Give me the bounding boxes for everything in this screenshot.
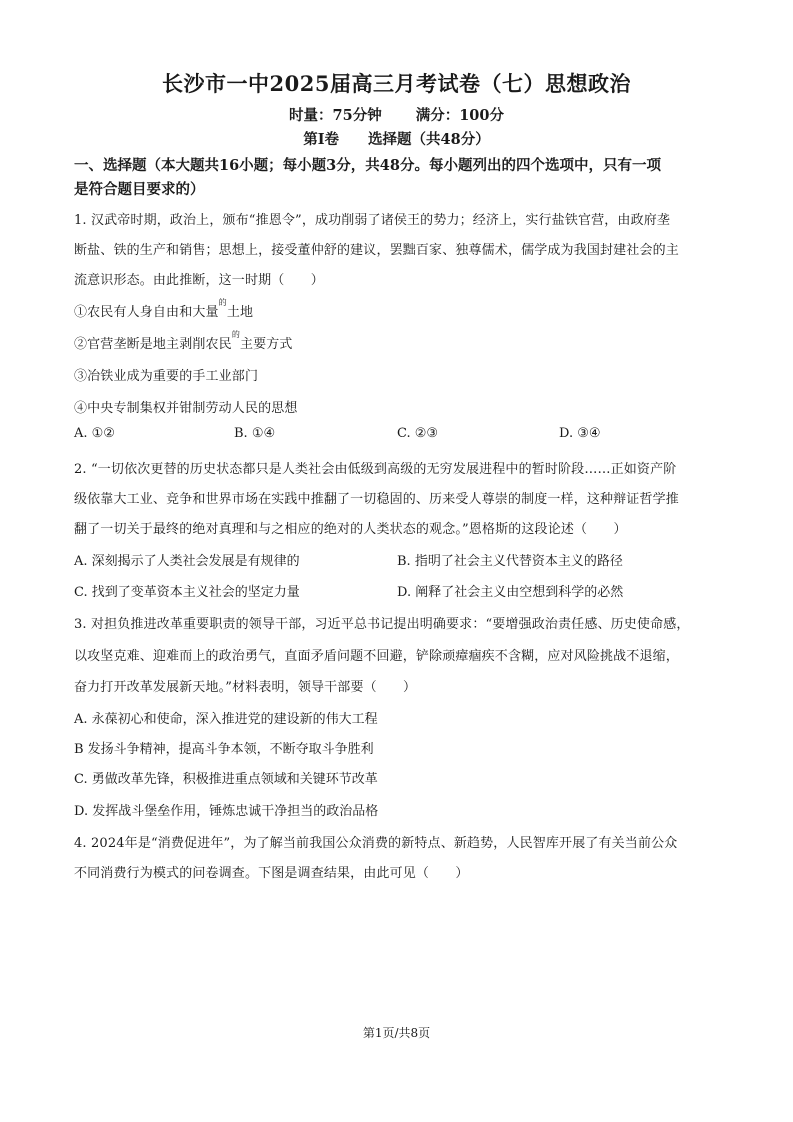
section-instructions-line2: 是符合题目要求的） xyxy=(74,181,205,198)
q3-option-d[interactable]: D. 发挥战斗堡垒作用，锤炼忠诚干净担当的政治品格 xyxy=(74,804,379,819)
q2-stem-line: 翻了一切关于最终的绝对真理和与之相应的绝对的人类状态的观念。”恩格斯的这段论述（ ） xyxy=(74,522,627,537)
q1-option-c[interactable]: C. ②③ xyxy=(397,426,439,441)
q3-option-c[interactable]: C. 勇做改革先锋，积极推进重点领域和关键环节改革 xyxy=(74,772,378,787)
page-title: 长沙市一中2025届高三月考试卷（七）思想政治 xyxy=(162,71,631,96)
q2-option-c[interactable]: C. 找到了变革资本主义社会的坚定力量 xyxy=(74,585,300,600)
q2-stem-line: 2. “一切依次更替的历史状态都只是人类社会由低级到高级的无穷发展进程中的暂时阶段……正如资产阶 xyxy=(74,462,677,477)
q1-option-b[interactable]: B. ①④ xyxy=(234,426,276,441)
q2-option-b[interactable]: B. 指明了社会主义代替资本主义的路径 xyxy=(397,554,623,569)
q1-option-d[interactable]: D. ③④ xyxy=(559,426,601,441)
q1-stem-line: 流意识形态。由此推断，这一时期（ ） xyxy=(74,273,324,288)
q3-stem-line: 奋力打开改革发展新天地。”材料表明，领导干部要（ ） xyxy=(74,680,417,695)
q3-stem-line: 以攻坚克难、迎难而上的政治勇气，直面矛盾问题不回避，铲除顽瘴痼疾不含糊，应对风险挑战不退缩， xyxy=(74,649,679,664)
volume-heading: 第Ⅰ卷 选择题（共48分） xyxy=(303,131,490,148)
q1-statement-3: ③冶铁业成为重要的手工业部门 xyxy=(74,369,259,384)
q1-statement-1: ①农民有人身自由和大量$^的$土地 xyxy=(74,298,254,320)
q3-stem-line: 3. 对担负推进改革重要职责的领导干部，习近平总书记提出明确要求：“要增强政治责任感、历史使命感， xyxy=(74,617,690,632)
exam-score: 满分：100分 xyxy=(415,107,504,124)
q2-option-d[interactable]: D. 阐释了社会主义由空想到科学的必然 xyxy=(397,585,624,600)
q4-stem-line: 不同消费行为模式的问卷调查。下图是调查结果，由此可见（ ） xyxy=(74,866,469,881)
page-number: 第1页/共8页 xyxy=(362,1026,431,1040)
q3-option-b[interactable]: B 发扬斗争精神，提高斗争本领，不断夺取斗争胜利 xyxy=(74,742,374,757)
q4-stem-line: 4. 2024年是“消费促进年”，为了解当前我国公众消费的新特点、新趋势，人民智库开展了有关当前公众 xyxy=(74,836,678,851)
exam-time: 时量：75分钟 xyxy=(289,107,382,124)
q2-option-a[interactable]: A. 深刻揭示了人类社会发展是有规律的 xyxy=(74,554,300,569)
q3-option-a[interactable]: A. 永葆初心和使命，深入推进党的建设新的伟大工程 xyxy=(74,712,378,727)
q1-statement-4: ④中央专制集权并钳制劳动人民的思想 xyxy=(74,401,298,416)
q1-stem-line: 1. 汉武帝时期，政治上，颁布“推恩令”，成功削弱了诸侯王的势力；经济上，实行盐铁官营，由政府垄 xyxy=(74,213,671,228)
q1-stem-line: 断盐、铁的生产和销售；思想上，接受董仲舒的建议，罢黜百家、独尊儒术，儒学成为我国封建社会的主 xyxy=(74,243,679,258)
section-instructions-line1: 一、选择题（本大题共16小题；每小题3分，共48分。每小题列出的四个选项中，只有一项 xyxy=(74,157,661,174)
q2-stem-line: 级依靠大工业、竞争和世界市场在实践中推翻了一切稳固的、历来受人尊崇的制度一样，这种辩证哲学推 xyxy=(74,492,679,507)
q1-statement-2: ②官营垄断是地主剥削农民$^的$主要方式 xyxy=(74,330,293,352)
exam-meta xyxy=(0,104,793,125)
q1-option-a[interactable]: A. ①② xyxy=(74,426,115,441)
